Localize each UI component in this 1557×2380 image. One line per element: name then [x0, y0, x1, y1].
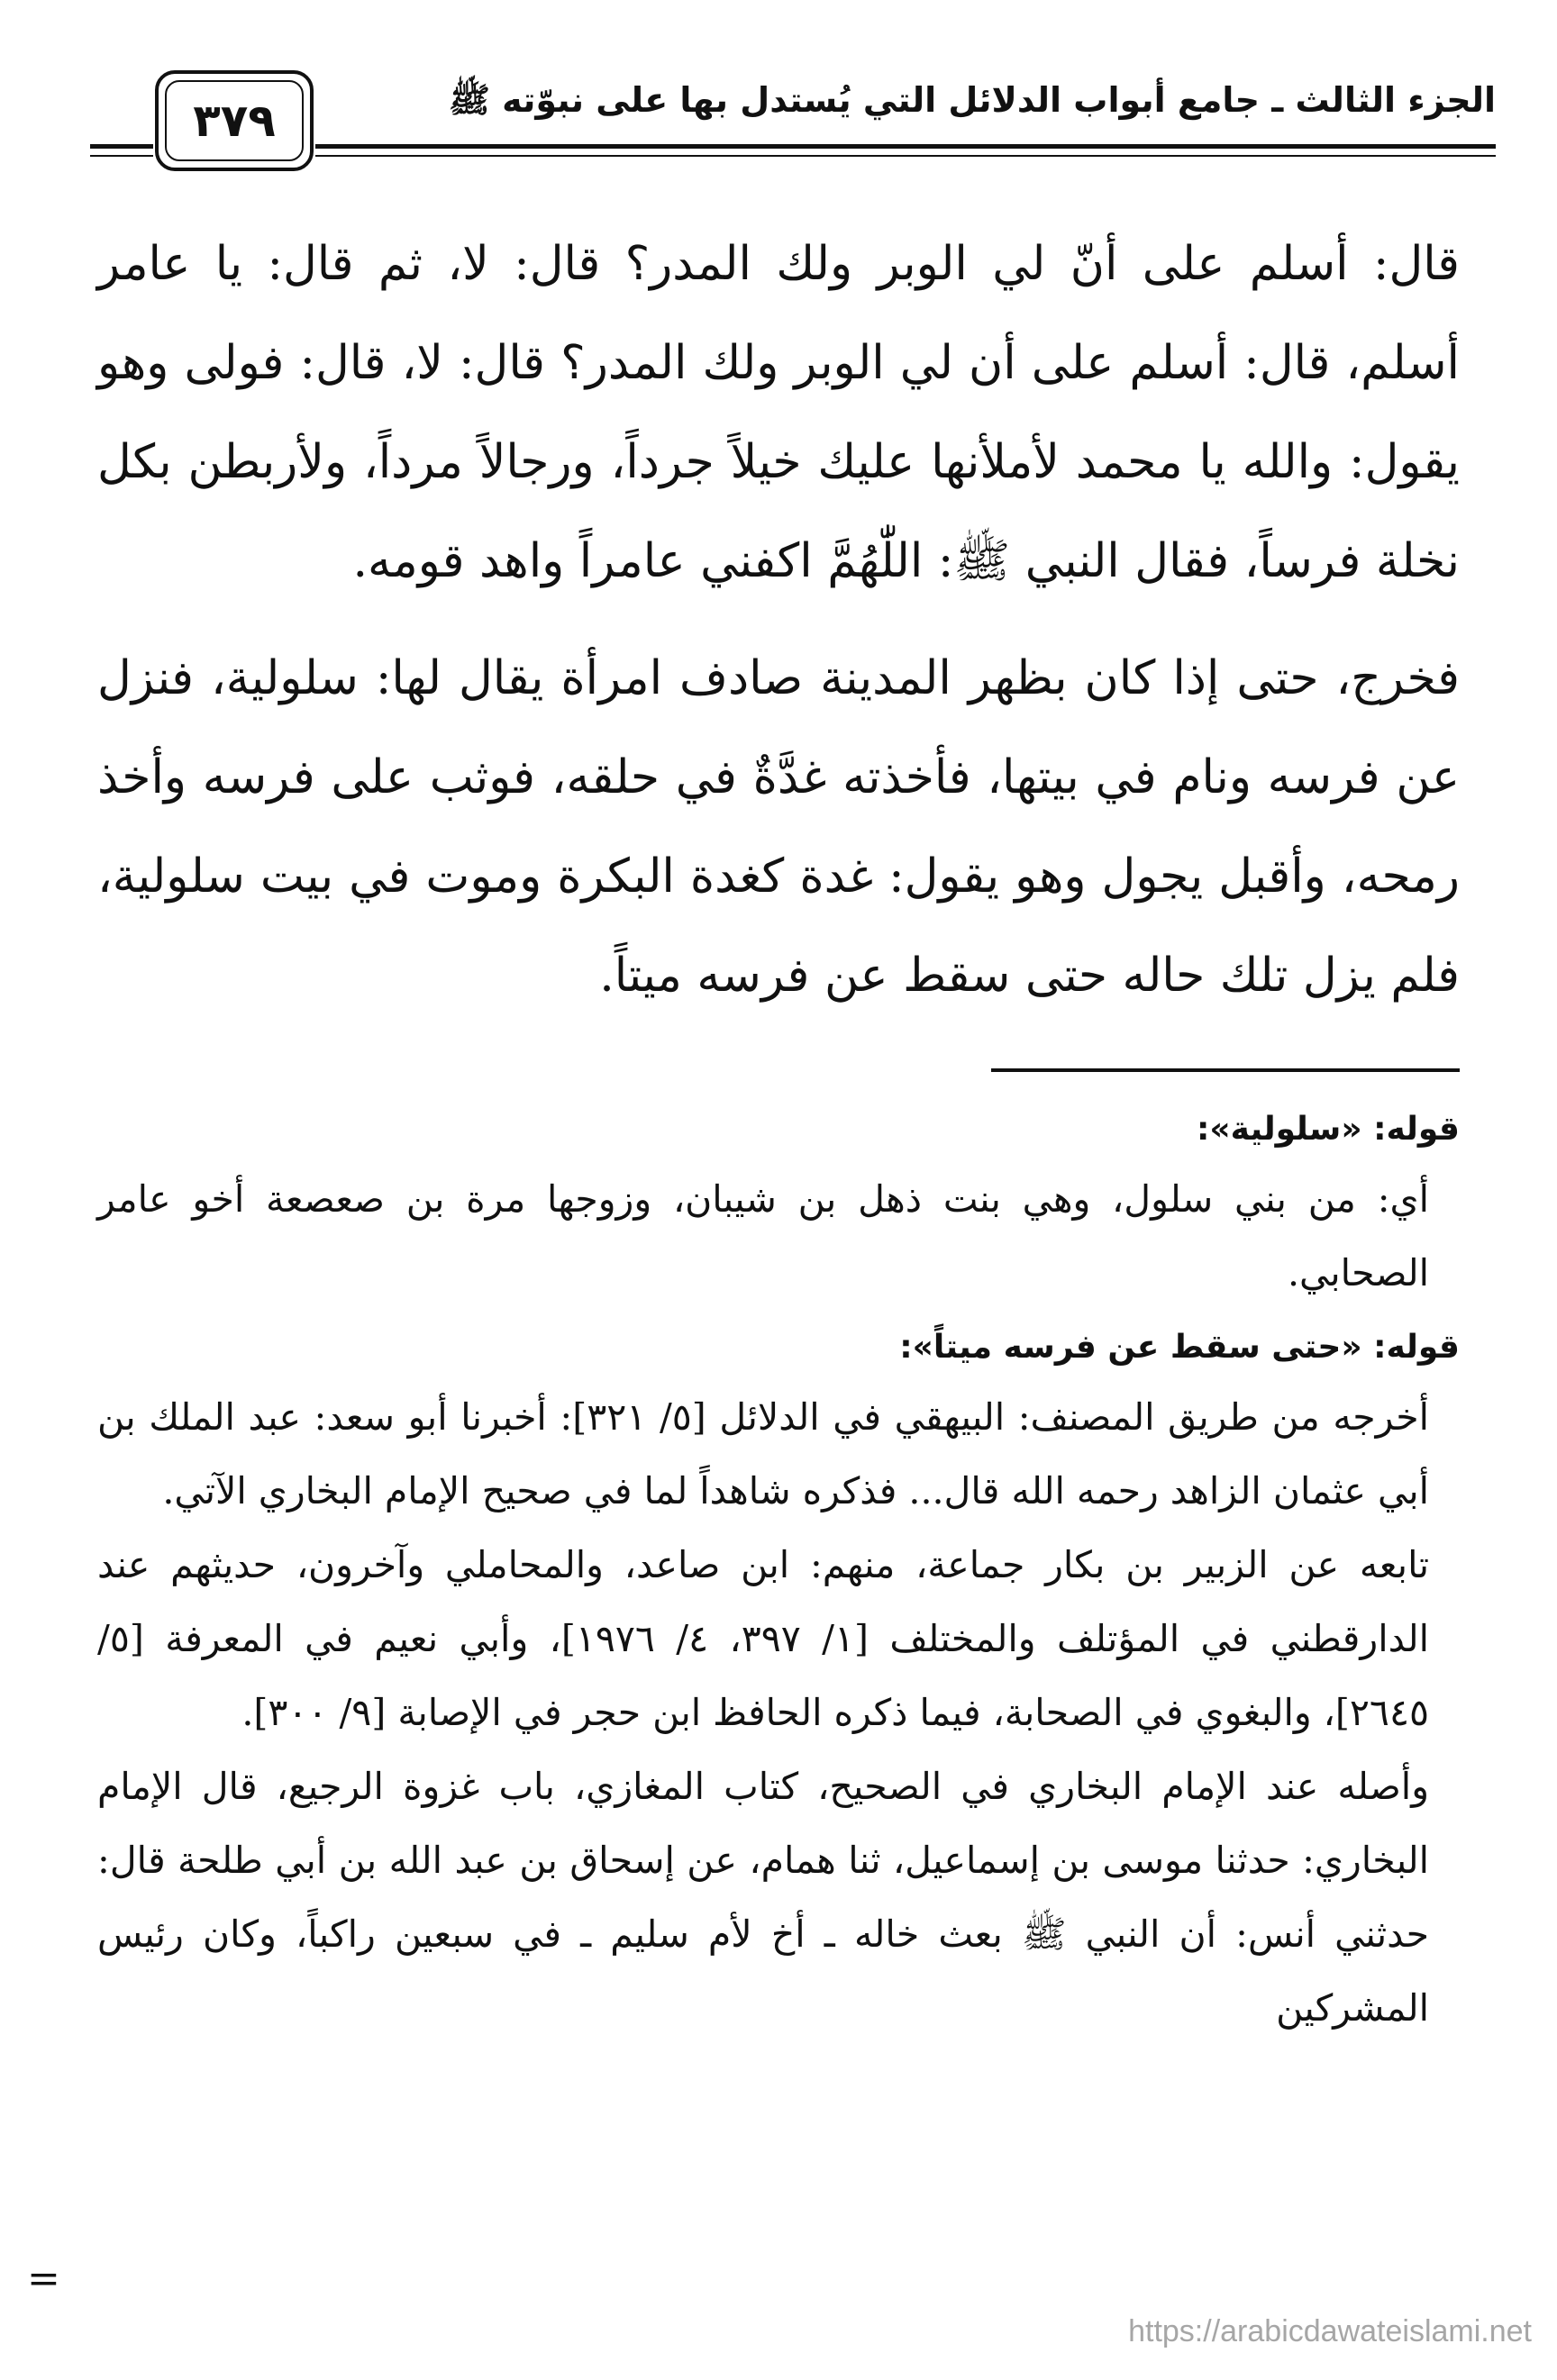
page-number-frame — [155, 70, 314, 171]
note-paragraph: وأصله عند الإمام البخاري في الصحيح، كتاب المغازي، باب غزوة الرجيع، قال الإمام البخاري: حدثنا موسى بن إسماعيل، ثنا همام، عن إسحاق بن عبد الله بن أبي طلحة قال: حدثني أنس: أن النبي ﷺ بعث خاله ـ أخ لأم سليم ـ في سبعين راكباً، وكان رئيس المشركين — [97, 1765, 1429, 2030]
main-text — [97, 214, 1460, 1025]
note-paragraph: تابعه عن الزبير بن بكار جماعة، منهم: ابن صاعد، والمحاملي وآخرون، حديثهم عند الدارقطني في المؤتلف والمختلف [١/ ٣٩٧، ٤/ ١٩٧٦]، وأبي نعيم في المعرفة [٥/ ٢٦٤٥]، والبغوي في الصحابة، فيما ذكره الحافظ ابن حجر في الإصابة [٩/ ٣٠٠]. — [97, 1543, 1429, 1734]
header-rule-thin — [315, 155, 1496, 157]
main-paragraph: قال: أسلم على أنّ لي الوبر ولك المدر؟ قال: لا، ثم قال: يا عامر أسلم، قال: أسلم على أن لي الوبر ولك المدر؟ قال: لا، قال: فولى وهو يقول: والله يا محمد لأملأنها عليك خيلاً جرداً، ورجالاً مرداً، ولأربطن بكل نخلة فرساً، فقال النبي ﷺ: اللّٰهُمَّ اكفني عامراً واهد قومه. — [97, 237, 1460, 588]
watermark-url: https://arabicdawateislami.net — [1128, 2314, 1532, 2348]
footnote-separator — [991, 1068, 1460, 1072]
page-number: ٣٧٩ — [193, 95, 276, 147]
note-body — [97, 1162, 1460, 1310]
note-heading: قوله: «حتى سقط عن فرسه ميتاً»: — [899, 1329, 1460, 1366]
header-rule — [315, 144, 1496, 149]
header-rule-left — [90, 144, 153, 149]
page-header — [90, 70, 1496, 169]
main-paragraph: فخرج، حتى إذا كان بظهر المدينة صادف امرأة يقال لها: سلولية، فنزل عن فرسه ونام في بيتها، فأخذته غدَّةٌ في حلقه، فوثب على فرسه وأخذ رمحه، وأقبل يجول وهو يقول: غدة كغدة البكرة وموت في بيت سلولية، فلم يزل تلك حاله حتى سقط عن فرسه ميتاً. — [97, 651, 1460, 1003]
note-heading: قوله: «سلولية»: — [1196, 1111, 1460, 1148]
note-paragraph: أي: من بني سلول، وهي بنت ذهل بن شيبان، وزوجها مرة بن صعصعة أخو عامر الصحابي. — [97, 1177, 1429, 1294]
note-body — [97, 1380, 1460, 2045]
note-paragraph: أخرجه من طريق المصنف: البيهقي في الدلائل [٥/ ٣٢١]: أخبرنا أبو سعد: عبد الملك بن أبي عثمان الزاهد رحمه الله قال... فذكره شاهداً لما في صحيح الإمام البخاري الآتي. — [97, 1395, 1430, 1512]
continuation-mark: = — [27, 2256, 60, 2302]
running-title: الجزء الثالث ـ جامع أبواب الدلائل التي يُستدل بها على نبوّته ﷺ — [448, 80, 1496, 120]
header-rule-left-thin — [90, 155, 153, 157]
commentary-notes — [97, 1097, 1460, 2050]
